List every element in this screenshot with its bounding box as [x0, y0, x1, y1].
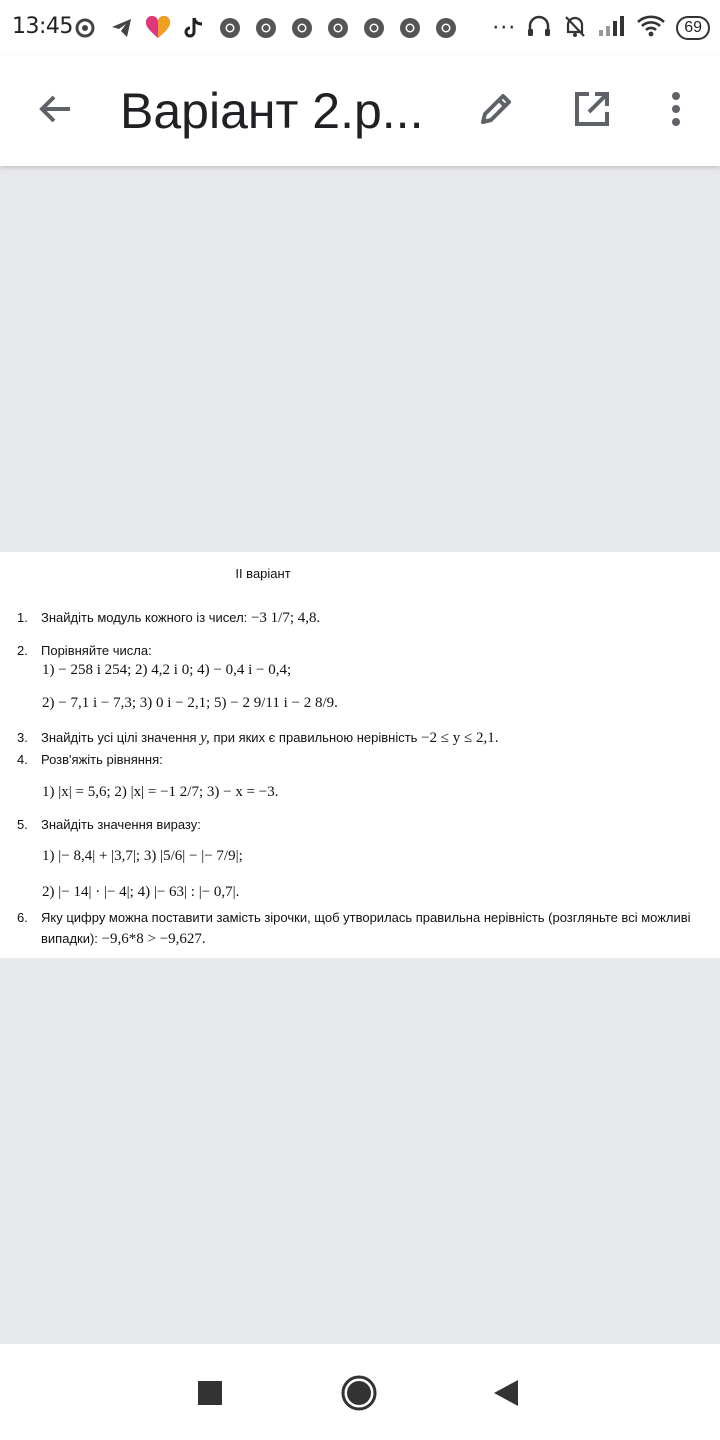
- recents-button[interactable]: [185, 1368, 235, 1418]
- task-variable: y,: [200, 730, 210, 746]
- task-2-line-1: 1) − 258 і 254; 2) 4,2 і 0; 4) − 0,4 і − 0,4;: [42, 662, 292, 678]
- document-page: [0, 552, 720, 958]
- task-number: 3.: [17, 730, 28, 745]
- task-number: 4.: [17, 752, 28, 767]
- wifi-icon: [636, 14, 666, 42]
- task-5-line-2: 2) |− 14| · |− 4|; 4) |− 63| : |− 0,7|.: [42, 884, 240, 900]
- task-text: Знайдіть модуль кожного із чисел:: [41, 610, 248, 625]
- square-icon: [197, 1380, 223, 1406]
- chrome-icon: [432, 15, 459, 42]
- task-4-line-1: 1) |x| = 5,6; 2) |x| = −1 2/7; 3) − x = −3.: [42, 784, 279, 800]
- task-1: [41, 610, 320, 627]
- back-button[interactable]: [30, 83, 82, 135]
- task-number: 6.: [17, 910, 28, 925]
- task-math: −3 1/7; 4,8.: [250, 610, 321, 626]
- chrome-icon: [360, 15, 387, 42]
- task-number: 1.: [17, 610, 28, 625]
- more-options-button[interactable]: [650, 83, 702, 135]
- task-text-2: при яких є правильною нерівність: [213, 730, 418, 745]
- task-math: −9,6*8 > −9,627.: [101, 931, 206, 947]
- notification-icons: [72, 14, 459, 42]
- pencil-icon: [475, 88, 517, 130]
- signal-icon: [598, 15, 626, 41]
- ok-icon: [72, 15, 99, 42]
- arrow-left-icon: [36, 89, 76, 129]
- back-nav-button[interactable]: [481, 1368, 531, 1418]
- app-bar: [0, 56, 720, 166]
- open-in-new-icon: [571, 88, 613, 130]
- task-text-2: випадки):: [41, 931, 98, 946]
- home-button[interactable]: [334, 1368, 384, 1418]
- task-2-line-2: 2) − 7,1 і − 7,3; 3) 0 і − 2,1; 5) − 2 9/11 і − 2 8/9.: [42, 695, 338, 711]
- task-5: Знайдіть значення виразу:: [41, 817, 201, 832]
- more-vert-icon: [666, 88, 686, 130]
- chrome-icon: [252, 15, 279, 42]
- triangle-back-icon: [492, 1378, 520, 1408]
- battery-indicator: 69: [676, 16, 710, 40]
- chrome-icon: [288, 15, 315, 42]
- tiktok-icon: [180, 15, 207, 42]
- status-bar: [0, 0, 720, 56]
- task-text: Знайдіть усі цілі значення: [41, 730, 197, 745]
- task-number: 2.: [17, 643, 28, 658]
- more-notifications-icon: ···: [492, 15, 517, 41]
- chrome-icon: [396, 15, 423, 42]
- task-math: −2 ≤ y ≤ 2,1.: [421, 730, 499, 746]
- task-3: [41, 730, 499, 747]
- heart-icon: [144, 15, 171, 42]
- telegram-icon: [108, 15, 135, 42]
- headphones-icon: [526, 13, 552, 43]
- circle-icon: [339, 1373, 379, 1413]
- task-6-line-2: [41, 931, 206, 948]
- system-icons: [492, 12, 710, 44]
- chrome-icon: [324, 15, 351, 42]
- mute-bell-icon: [562, 13, 588, 43]
- task-4: Розв'яжіть рівняння:: [41, 752, 163, 767]
- task-5-line-1: 1) |− 8,4| + |3,7|; 3) |5/6| − |− 7/9|;: [42, 848, 243, 864]
- open-external-button[interactable]: [566, 83, 618, 135]
- chrome-icon: [216, 15, 243, 42]
- status-time: 13:45: [12, 14, 73, 39]
- edit-button[interactable]: [470, 83, 522, 135]
- task-2: Порівняйте числа:: [41, 643, 152, 658]
- document-heading: ІІ варіант: [235, 566, 291, 581]
- task-number: 5.: [17, 817, 28, 832]
- task-6: Яку цифру можна поставити замість зірочки, щоб утворилась правильна нерівність (розгляньте всі можливі: [41, 910, 691, 925]
- navigation-bar: [0, 1344, 720, 1440]
- document-title: Варіант 2.р...: [120, 83, 424, 139]
